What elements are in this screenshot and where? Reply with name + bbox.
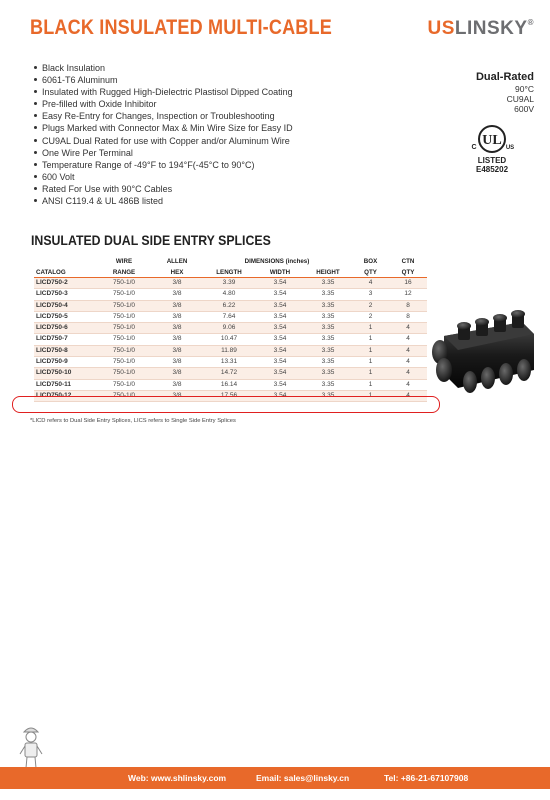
col-header-dimensions: DIMENSIONS (inches) bbox=[244, 257, 310, 265]
box-qty-cell: 1 bbox=[352, 379, 389, 390]
rating-material: CU9AL bbox=[506, 94, 534, 104]
section-title: INSULATED DUAL SIDE ENTRY SPLICES bbox=[31, 232, 271, 248]
wire-range-cell: 750-1/0 bbox=[96, 311, 152, 322]
catalog-cell: LICD750-8 bbox=[34, 345, 96, 356]
length-cell: 3.39 bbox=[202, 278, 256, 289]
ul-c-text: C bbox=[471, 144, 477, 151]
splice-table-body bbox=[34, 278, 427, 402]
catalog-cell: LICD750-12 bbox=[34, 390, 96, 401]
rating-temperature: 90°C bbox=[515, 84, 534, 94]
col-header-wire: WIRE bbox=[115, 257, 133, 265]
col-header-width: WIDTH bbox=[269, 268, 291, 276]
footer-email: Email: sales@linsky.cn bbox=[256, 773, 350, 783]
feature-item: 6061-T6 Aluminum bbox=[34, 74, 293, 86]
table-row bbox=[34, 379, 427, 390]
ctn-qty-cell: 4 bbox=[389, 379, 427, 390]
catalog-cell: LICD750-2 bbox=[34, 278, 96, 289]
col-header-height: HEIGHT bbox=[316, 268, 340, 276]
height-cell: 3.35 bbox=[304, 368, 352, 379]
wire-range-cell: 750-1/0 bbox=[96, 300, 152, 311]
length-cell: 7.64 bbox=[202, 311, 256, 322]
width-cell: 3.54 bbox=[256, 345, 304, 356]
wire-range-cell: 750-1/0 bbox=[96, 357, 152, 368]
allen-hex-cell: 3/8 bbox=[152, 300, 202, 311]
dual-rated-title: Dual-Rated bbox=[475, 71, 534, 83]
height-cell: 3.35 bbox=[304, 311, 352, 322]
footer-tel: Tel: +86-21-67107908 bbox=[384, 773, 469, 783]
col-header-allen: ALLEN bbox=[166, 257, 188, 265]
allen-hex-cell: 3/8 bbox=[152, 357, 202, 368]
table-row bbox=[34, 334, 427, 345]
width-cell: 3.54 bbox=[256, 300, 304, 311]
allen-hex-cell: 3/8 bbox=[152, 334, 202, 345]
height-cell: 3.35 bbox=[304, 300, 352, 311]
col-header-ctn: CTN bbox=[401, 257, 415, 265]
wire-range-cell: 750-1/0 bbox=[96, 278, 152, 289]
wire-range-cell: 750-1/0 bbox=[96, 345, 152, 356]
box-qty-cell: 2 bbox=[352, 300, 389, 311]
box-qty-cell: 2 bbox=[352, 311, 389, 322]
allen-hex-cell: 3/8 bbox=[152, 345, 202, 356]
ctn-qty-cell: 4 bbox=[389, 323, 427, 334]
width-cell: 3.54 bbox=[256, 390, 304, 401]
splice-connector-image bbox=[430, 300, 540, 405]
ctn-qty-cell: 8 bbox=[389, 300, 427, 311]
feature-item: CU9AL Dual Rated for use with Copper and/or Aluminum Wire bbox=[34, 135, 293, 147]
col-header-range: RANGE bbox=[112, 268, 136, 276]
contact-footer bbox=[0, 767, 550, 789]
logo-prefix: US bbox=[427, 18, 455, 39]
table-row bbox=[34, 345, 427, 356]
allen-hex-cell: 3/8 bbox=[152, 379, 202, 390]
length-cell: 4.80 bbox=[202, 289, 256, 300]
page-title: BLACK INSULATED MULTI-CABLE bbox=[30, 16, 332, 39]
feature-item: Temperature Range of -49°F to 194°F(-45°C to 90°C) bbox=[34, 159, 293, 171]
length-cell: 10.47 bbox=[202, 334, 256, 345]
length-cell: 6.22 bbox=[202, 300, 256, 311]
allen-hex-cell: 3/8 bbox=[152, 311, 202, 322]
table-row bbox=[34, 289, 427, 300]
wire-range-cell: 750-1/0 bbox=[96, 379, 152, 390]
table-footnote: *LICD refers to Dual Side Entry Splices, LICS refers to Single Side Entry Splices bbox=[30, 418, 236, 424]
feature-item: One Wire Per Terminal bbox=[34, 147, 293, 159]
length-cell: 11.89 bbox=[202, 345, 256, 356]
wire-range-cell: 750-1/0 bbox=[96, 390, 152, 401]
feature-item: Plugs Marked with Connector Max & Min Wire Size for Easy ID bbox=[34, 122, 293, 134]
wire-range-cell: 750-1/0 bbox=[96, 323, 152, 334]
width-cell: 3.54 bbox=[256, 289, 304, 300]
box-qty-cell: 3 bbox=[352, 289, 389, 300]
ctn-qty-cell: 8 bbox=[389, 311, 427, 322]
allen-hex-cell: 3/8 bbox=[152, 289, 202, 300]
logo-name: LINSKY bbox=[454, 18, 528, 39]
col-header-catalog-label: CATALOG bbox=[36, 268, 66, 276]
width-cell: 3.54 bbox=[256, 323, 304, 334]
catalog-cell: LICD750-11 bbox=[34, 379, 96, 390]
box-qty-cell: 4 bbox=[352, 278, 389, 289]
ul-mark-text: UL bbox=[482, 133, 502, 148]
catalog-cell: LICD750-6 bbox=[34, 323, 96, 334]
width-cell: 3.54 bbox=[256, 311, 304, 322]
height-cell: 3.35 bbox=[304, 390, 352, 401]
width-cell: 3.54 bbox=[256, 334, 304, 345]
ctn-qty-cell: 4 bbox=[389, 368, 427, 379]
dual-rated-block bbox=[476, 70, 534, 114]
feature-item: Pre-filled with Oxide Inhibitor bbox=[34, 98, 293, 110]
col-header-box: BOX bbox=[363, 257, 378, 265]
length-cell: 14.72 bbox=[202, 368, 256, 379]
ctn-qty-cell: 4 bbox=[389, 390, 427, 401]
ctn-qty-cell: 4 bbox=[389, 357, 427, 368]
ul-listed-label: LISTED bbox=[477, 156, 507, 165]
feature-item: 600 Volt bbox=[34, 171, 293, 183]
wire-range-cell: 750-1/0 bbox=[96, 368, 152, 379]
height-cell: 3.35 bbox=[304, 357, 352, 368]
rating-voltage: 600V bbox=[514, 104, 534, 114]
feature-item: Easy Re-Entry for Changes, Inspection or Troubleshooting bbox=[34, 110, 293, 122]
table-row bbox=[34, 300, 427, 311]
allen-hex-cell: 3/8 bbox=[152, 368, 202, 379]
catalog-cell: LICD750-7 bbox=[34, 334, 96, 345]
brand-logo bbox=[428, 18, 535, 40]
box-qty-cell: 1 bbox=[352, 334, 389, 345]
height-cell: 3.35 bbox=[304, 278, 352, 289]
length-cell: 16.14 bbox=[202, 379, 256, 390]
ul-us-text: US bbox=[505, 145, 514, 151]
table-row bbox=[34, 357, 427, 368]
height-cell: 3.35 bbox=[304, 334, 352, 345]
splice-table-container bbox=[34, 252, 427, 402]
box-qty-cell: 1 bbox=[352, 357, 389, 368]
feature-item: ANSI C119.4 & UL 486B listed bbox=[34, 195, 293, 207]
allen-hex-cell: 3/8 bbox=[152, 390, 202, 401]
feature-list bbox=[34, 62, 293, 207]
width-cell: 3.54 bbox=[256, 278, 304, 289]
allen-hex-cell: 3/8 bbox=[152, 278, 202, 289]
width-cell: 3.54 bbox=[256, 357, 304, 368]
ctn-qty-cell: 4 bbox=[389, 345, 427, 356]
ul-listed-mark bbox=[462, 123, 522, 174]
highlighted-row-outline bbox=[12, 396, 440, 413]
col-header-length: LENGTH bbox=[216, 268, 242, 276]
table-row bbox=[34, 278, 427, 289]
catalog-cell: LICD750-3 bbox=[34, 289, 96, 300]
wire-range-cell: 750-1/0 bbox=[96, 334, 152, 345]
feature-item: Insulated with Rugged High-Dielectric Plastisol Dipped Coating bbox=[34, 86, 293, 98]
col-header-ctn-qty: QTY bbox=[401, 268, 415, 276]
catalog-cell: LICD750-5 bbox=[34, 311, 96, 322]
box-qty-cell: 1 bbox=[352, 345, 389, 356]
feature-item: Rated For Use with 90°C Cables bbox=[34, 183, 293, 195]
width-cell: 3.54 bbox=[256, 379, 304, 390]
length-cell: 17.56 bbox=[202, 390, 256, 401]
ctn-qty-cell: 4 bbox=[389, 334, 427, 345]
height-cell: 3.35 bbox=[304, 345, 352, 356]
box-qty-cell: 1 bbox=[352, 390, 389, 401]
col-header-hex: HEX bbox=[170, 268, 184, 276]
feature-item: Black Insulation bbox=[34, 62, 293, 74]
length-cell: 9.06 bbox=[202, 323, 256, 334]
box-qty-cell: 1 bbox=[352, 368, 389, 379]
height-cell: 3.35 bbox=[304, 379, 352, 390]
ctn-qty-cell: 16 bbox=[389, 278, 427, 289]
width-cell: 3.54 bbox=[256, 368, 304, 379]
registered-mark: ® bbox=[527, 18, 534, 27]
wire-range-cell: 750-1/0 bbox=[96, 289, 152, 300]
height-cell: 3.35 bbox=[304, 289, 352, 300]
col-header-box-qty: QTY bbox=[364, 268, 377, 276]
length-cell: 13.31 bbox=[202, 357, 256, 368]
box-qty-cell: 1 bbox=[352, 323, 389, 334]
catalog-cell: LICD750-10 bbox=[34, 368, 96, 379]
allen-hex-cell: 3/8 bbox=[152, 323, 202, 334]
table-row bbox=[34, 368, 427, 379]
col-header-catalog bbox=[34, 252, 96, 265]
height-cell: 3.35 bbox=[304, 323, 352, 334]
splice-table bbox=[34, 252, 427, 402]
ctn-qty-cell: 12 bbox=[389, 289, 427, 300]
catalog-cell: LICD750-9 bbox=[34, 357, 96, 368]
table-row bbox=[34, 311, 427, 322]
ul-file-number: E485202 bbox=[475, 165, 509, 174]
ul-logo-icon bbox=[470, 123, 514, 155]
table-row bbox=[34, 323, 427, 334]
footer-web: Web: www.shlinsky.com bbox=[128, 773, 227, 783]
catalog-cell: LICD750-4 bbox=[34, 300, 96, 311]
